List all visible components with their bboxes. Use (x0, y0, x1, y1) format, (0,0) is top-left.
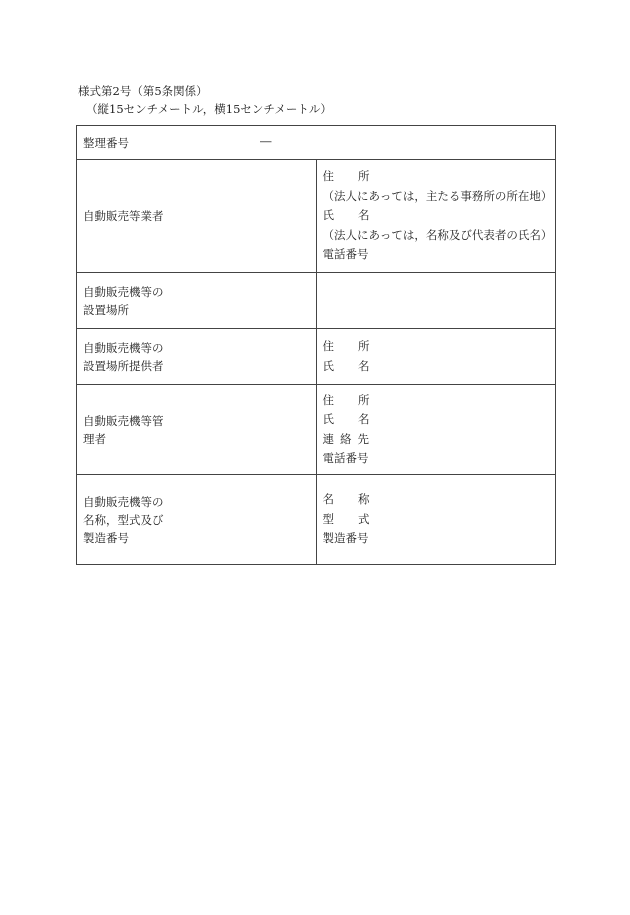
seiri-dash: ― (260, 134, 272, 148)
address-label-b: 所 (358, 169, 370, 184)
contact-label-b: 絡 (340, 431, 352, 446)
machine-model-line (323, 510, 556, 530)
name-label-b: 名 (358, 412, 370, 426)
name-label-b: 名 (358, 208, 370, 223)
machine-serial-line: 製造番号 (322, 531, 369, 546)
seiri-cell (77, 126, 556, 160)
size-note: （縦15センチメートル，横15センチメートル） (86, 102, 332, 116)
name-label-a: 氏 (322, 358, 334, 373)
provider-value-cell (316, 329, 556, 385)
row-seiri (77, 126, 556, 160)
provider-name-line (323, 357, 556, 377)
location-label (77, 273, 317, 329)
name-label-b: 名 (358, 358, 370, 373)
row-machine (77, 475, 556, 565)
address-label-a: 住 (322, 392, 334, 407)
machine-label-line-1: 自動販売機等の (83, 494, 164, 509)
provider-label (77, 329, 317, 385)
operator-address-line (323, 167, 556, 187)
model-label-b: 式 (358, 511, 370, 526)
location-label-line-1: 自動販売機等の (83, 284, 164, 299)
manager-label-line-1: 自動販売機等管 (83, 413, 164, 428)
operator-name-line (323, 206, 556, 226)
operator-address-note: （法人にあっては，主たる事務所の所在地） (322, 188, 553, 203)
address-label-a: 住 (322, 339, 334, 353)
contact-label-a: 連 (322, 431, 334, 446)
name-label-a: 氏 (322, 412, 334, 426)
address-label-b: 所 (358, 392, 370, 407)
row-location (77, 273, 556, 329)
manager-label-line-2: 理者 (83, 431, 106, 446)
machine-name-line (323, 490, 556, 510)
location-value-cell (316, 273, 556, 329)
manager-label (77, 385, 317, 475)
manager-name-line (323, 410, 556, 430)
operator-label: 自動販売等業者 (77, 160, 317, 273)
operator-phone-line: 電話番号 (322, 247, 369, 262)
manager-value-cell (316, 385, 556, 475)
seiri-label: 整理番号 (83, 135, 129, 150)
row-provider (77, 329, 556, 385)
row-operator (77, 160, 556, 273)
name-label-a: 氏 (322, 208, 334, 223)
row-manager (77, 385, 556, 475)
operator-value-cell (316, 160, 556, 273)
form-number: 様式第2号（第5条関係） (78, 84, 208, 98)
manager-contact-line (323, 430, 556, 450)
registration-form-table (76, 125, 556, 565)
manager-address-line (323, 391, 556, 411)
operator-name-note: （法人にあっては，名称及び代表者の氏名） (322, 227, 553, 242)
machine-label (77, 475, 317, 565)
manager-phone-line: 電話番号 (322, 451, 369, 465)
name-label-a: 名 (322, 492, 334, 507)
location-label-line-2: 設置場所 (83, 302, 129, 317)
machine-value-cell (316, 475, 556, 565)
machine-label-line-3: 製造番号 (83, 530, 129, 545)
address-label-a: 住 (322, 169, 334, 184)
provider-label-line-2: 設置場所提供者 (83, 358, 164, 373)
name-label-b: 称 (358, 492, 370, 507)
contact-label-c: 先 (357, 431, 369, 446)
provider-label-line-1: 自動販売機等の (83, 340, 164, 355)
model-label-a: 型 (322, 511, 334, 526)
address-label-b: 所 (358, 339, 370, 353)
provider-address-line (323, 337, 556, 357)
machine-label-line-2: 名称，型式及び (83, 512, 164, 527)
